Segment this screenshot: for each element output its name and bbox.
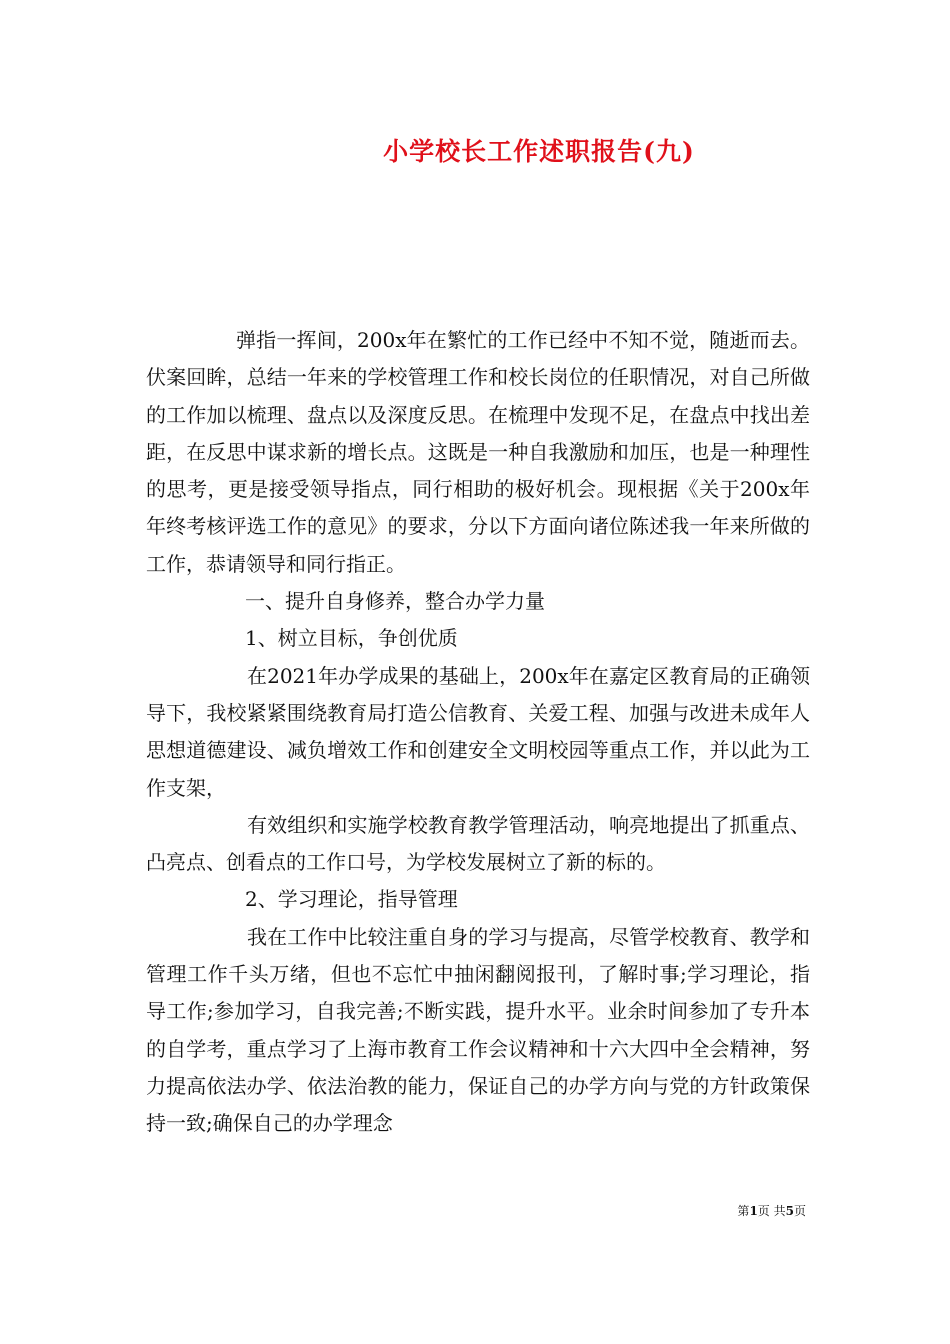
footer-suffix: 页 [793, 1204, 806, 1218]
subsection-heading-1-2: 2、学习理论，指导管理 [245, 887, 458, 912]
paragraph-1-2: 我在工作中比较注重自身的学习与提高，尽管学校教育、教学和管理工作千头万绪，但也不忘忙中抽闲翻阅报刊，了解时事;学习理论，指导工作;参加学习，自我完善;不断实践，提升水平。业余时间参加了专升本的自学考，重点学习了上海市教育工作会议精神和十六大四中全会精神，努力提高依法办学、依法治教的能力，保证自己的办学方向与党的方针政策保持一致;确保自己的办学理念 [146, 924, 810, 1136]
footer-prefix: 第 [737, 1204, 750, 1218]
paragraph-1-1-a: 在2021年办学成果的基础上，200x年在嘉定区教育局的正确领导下，我校紧紧围绕教育局打造公信教育、关爱工程、加强与改进未成年人思想道德建设、减负增效工作和创建安全文明校园等重点工作，并以此为工作支架， [146, 663, 810, 800]
paragraph-intro: 弹指一挥间，200x年在繁忙的工作已经中不知不觉，随逝而去。伏案回眸，总结一年来的学校管理工作和校长岗位的任职情况，对自己所做的工作加以梳理、盘点以及深度反思。在梳理中发现不足，在盘点中找出差距，在反思中谋求新的增长点。这既是一种自我激励和加压，也是一种理性的思考，更是接受领导指点，同行相助的极好机会。现根据《关于200x年年终考核评选工作的意见》的要求，分以下方面向诸位陈述我一年来所做的工作，恭请领导和同行指正。 [146, 328, 810, 576]
footer-middle: 页 共 [757, 1204, 786, 1218]
section-heading-1: 一、提升自身修养，整合办学力量 [245, 589, 545, 614]
footer-current-page: 1 [749, 1204, 758, 1218]
subsection-heading-1-1: 1、树立目标，争创优质 [245, 626, 458, 651]
document-body [146, 322, 810, 1143]
paragraph-1-1-b: 有效组织和实施学校教育教学管理活动，响亮地提出了抓重点、凸亮点、创看点的工作口号，为学校发展树立了新的标的。 [146, 812, 810, 875]
page-number-footer [737, 1203, 806, 1219]
document-title: 小学校长工作述职报告(九) [383, 137, 695, 166]
footer-total-pages: 5 [785, 1204, 794, 1218]
